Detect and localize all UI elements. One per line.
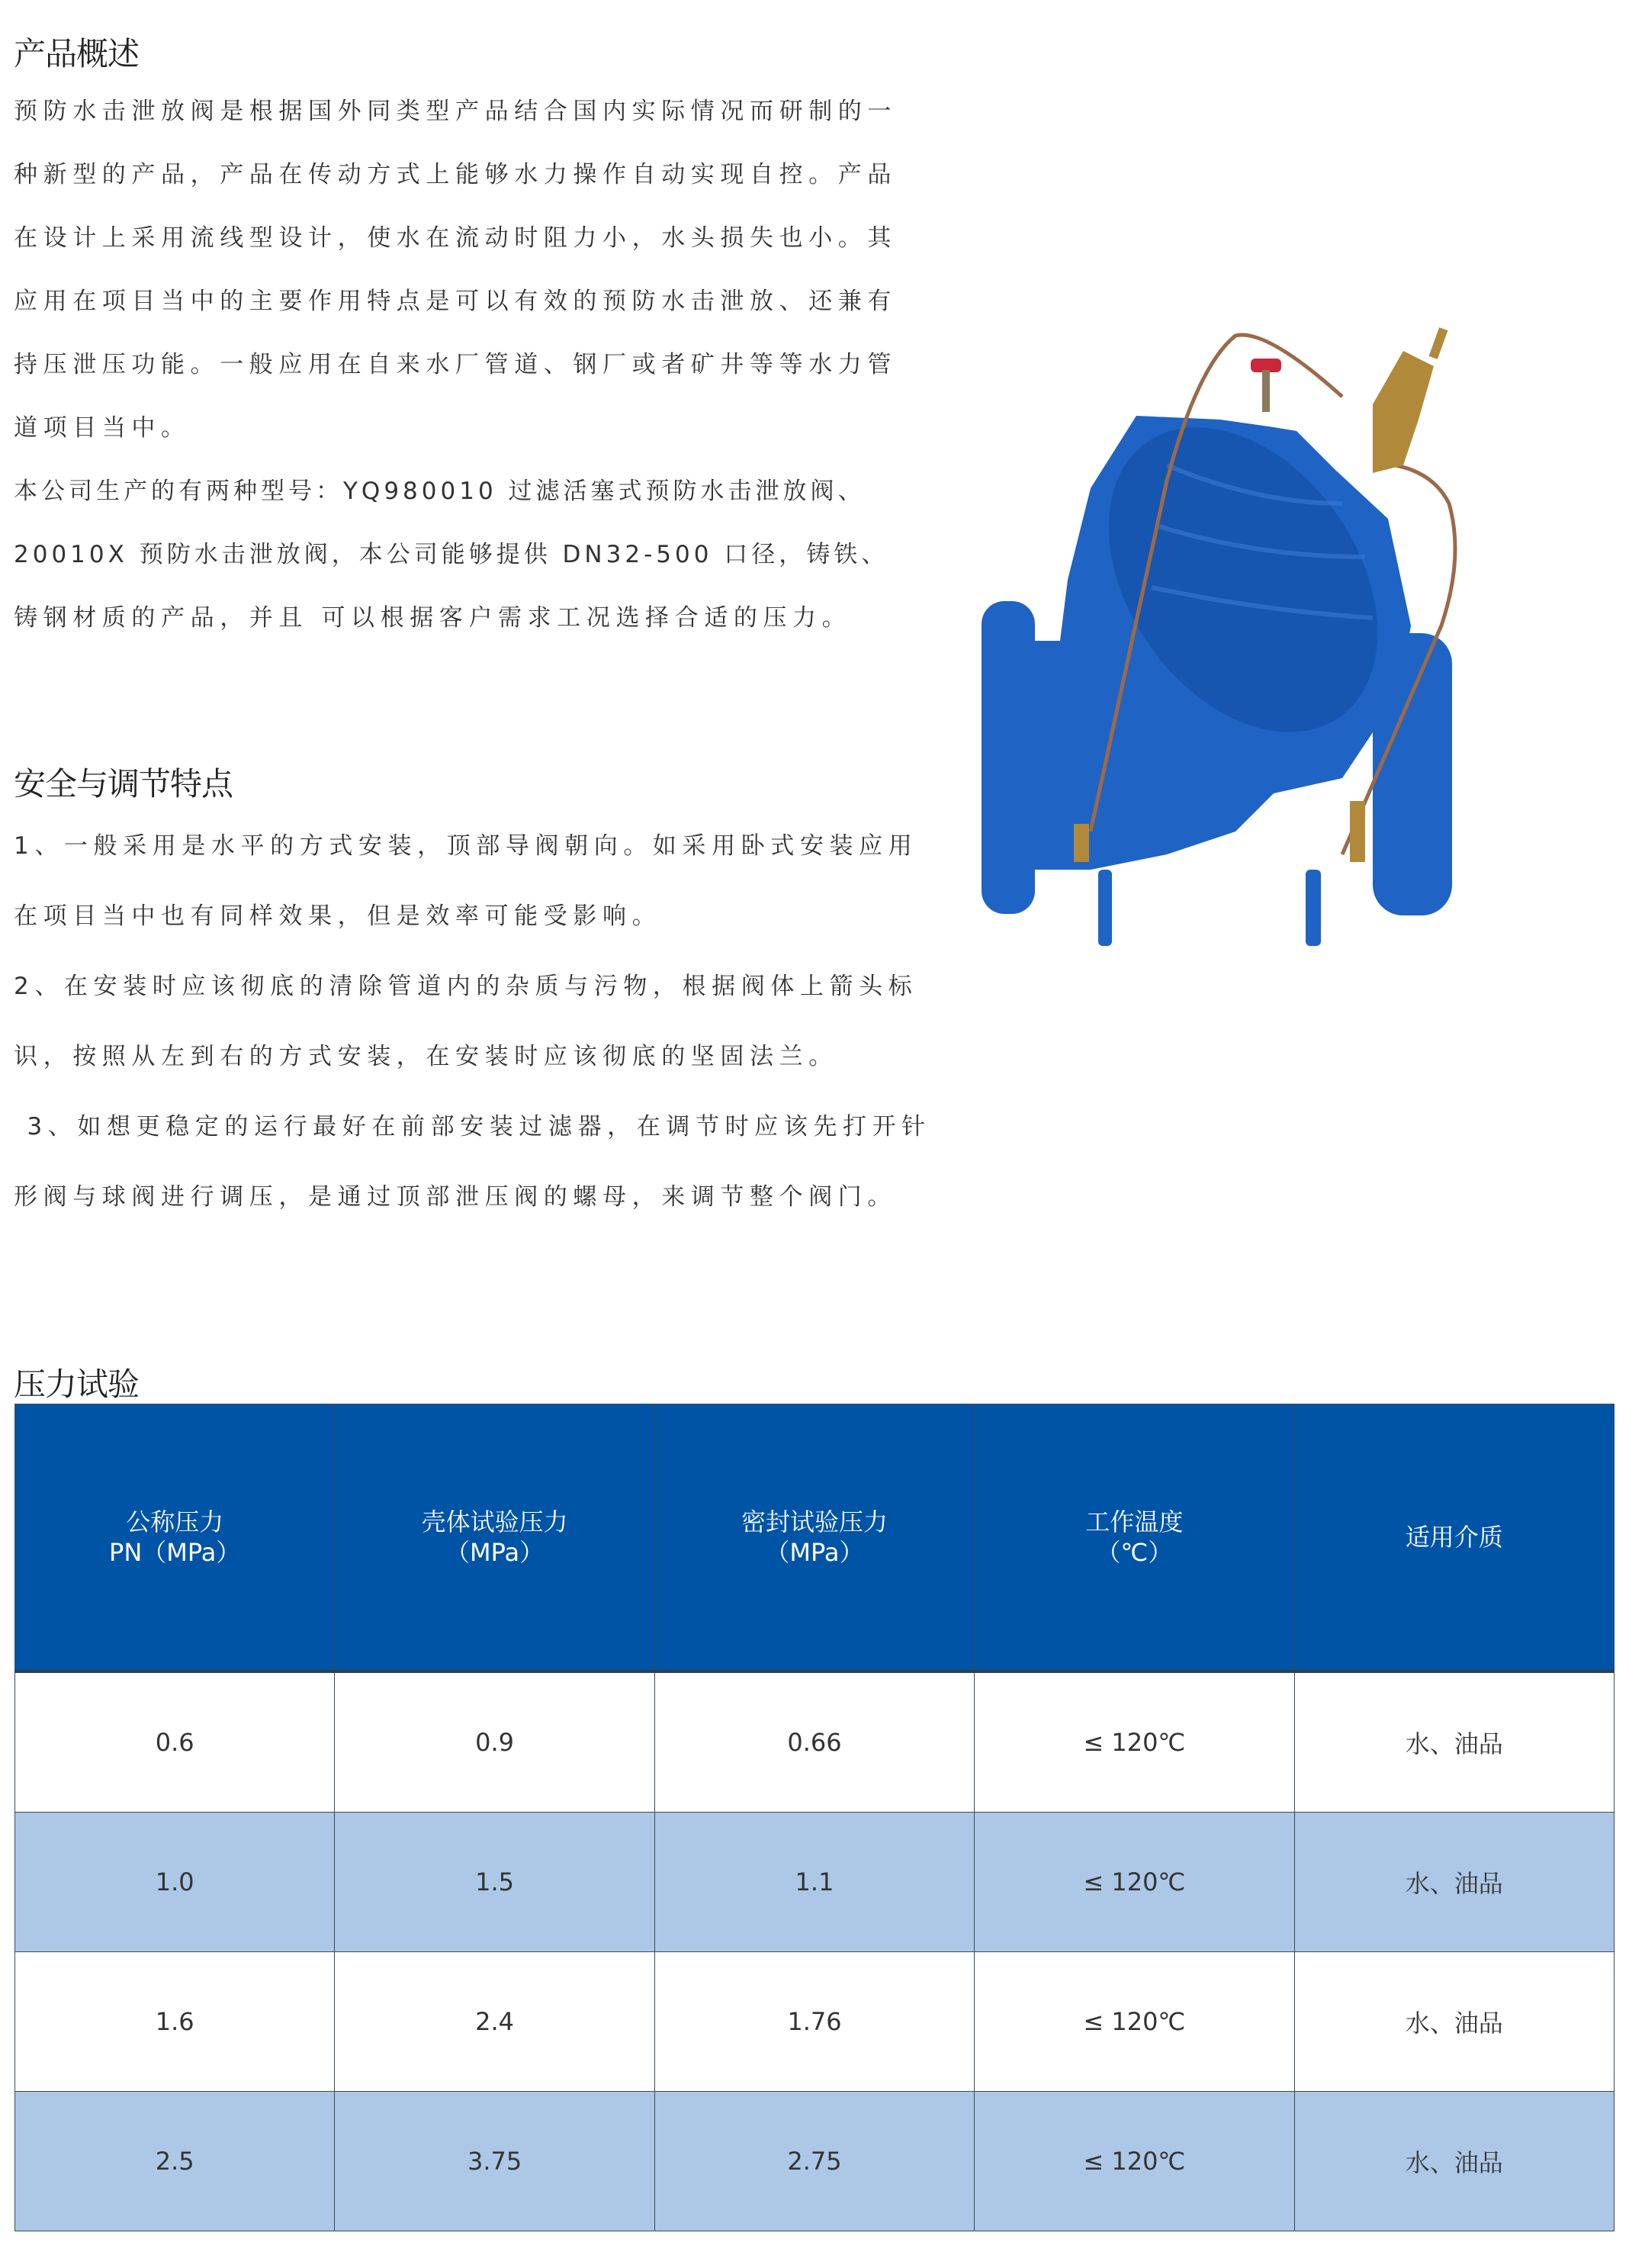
table-cell: 水、油品 (1294, 2092, 1614, 2231)
table-cell: ≤ 120℃ (975, 1952, 1294, 2092)
text-line: 20010X 预防水击泄放阀，本公司能够提供 DN32-500 口径，铸铁、 (14, 541, 889, 568)
table-row (15, 1671, 1615, 1813)
table-cell: 1.5 (335, 1813, 654, 1952)
header-label: 壳体试验压力 (421, 1507, 568, 1536)
header-unit: （℃） (1096, 1538, 1173, 1567)
text-line: 铸钢材质的产品，并且 可以根据客户需求工况选择合适的压力。 (14, 604, 852, 632)
table-cell: ≤ 120℃ (975, 2092, 1294, 2231)
table-cell: 3.75 (335, 2092, 654, 2231)
text-line: 预防水击泄放阀是根据国外同类型产品结合国内实际情况而研制的一 (14, 98, 897, 125)
header-unit: PN（MPa） (109, 1538, 241, 1567)
text-line: 在设计上采用流线型设计，使水在流动时阻力小，水头损失也小。其 (14, 224, 897, 252)
header-medium (1294, 1404, 1614, 1672)
table-cell: 水、油品 (1294, 1671, 1614, 1813)
table-cell: 1.76 (654, 1952, 974, 2092)
pressure-test-table (14, 1404, 1615, 2231)
table-row (15, 1952, 1615, 2092)
table-cell: 1.6 (15, 1952, 335, 2092)
header-unit: （MPa） (765, 1538, 864, 1567)
text-line: 应用在项目当中的主要作用特点是可以有效的预防水击泄放、还兼有 (14, 288, 897, 315)
text-line: 识，按照从左到右的方式安装，在安装时应该彻底的坚固法兰。 (14, 1043, 838, 1070)
table-cell: 1.0 (15, 1813, 335, 1952)
header-unit: （MPa） (445, 1538, 545, 1567)
header-working-temperature (975, 1404, 1294, 1672)
text-line: 形阀与球阀进行调压，是通过顶部泄压阀的螺母，来调节整个阀门。 (14, 1183, 897, 1211)
table-cell: 0.6 (15, 1671, 335, 1813)
text-line: 1、一般采用是水平的方式安装，顶部导阀朝向。如采用卧式安装应用 (14, 832, 918, 860)
header-seal-test-pressure (654, 1404, 974, 1672)
text-line: 2、在安装时应该彻底的清除管道内的杂质与污物，根据阀体上箭头标 (14, 973, 918, 1000)
table-cell: 0.9 (335, 1671, 654, 1813)
table-cell: 水、油品 (1294, 1813, 1614, 1952)
text-line: 在项目当中也有同样效果，但是效率可能受影响。 (14, 902, 662, 930)
table-cell: 2.4 (335, 1952, 654, 2092)
pressure-test-title: 压力试验 (14, 1366, 140, 1403)
table-cell: 水、油品 (1294, 1952, 1614, 2092)
header-label: 公称压力 (126, 1507, 224, 1536)
text-line: 本公司生产的有两种型号：YQ980010 过滤活塞式预防水击泄放阀、 (14, 478, 866, 505)
table-row (15, 1813, 1615, 1952)
table-cell: ≤ 120℃ (975, 1813, 1294, 1952)
header-label: 密封试验压力 (741, 1507, 888, 1536)
header-label: 工作温度 (1085, 1507, 1184, 1536)
text-line: 持压泄压功能。一般应用在自来水厂管道、钢厂或者矿井等等水力管 (14, 351, 897, 378)
table-cell: 0.66 (654, 1671, 974, 1813)
header-label: 适用介质 (1405, 1523, 1503, 1552)
table-cell: 1.1 (654, 1813, 974, 1952)
features-title: 安全与调节特点 (14, 765, 233, 803)
valve-product-image (915, 305, 1563, 954)
table-header-row (15, 1404, 1615, 1672)
table-cell: ≤ 120℃ (975, 1671, 1294, 1813)
overview-title: 产品概述 (14, 35, 140, 72)
text-line: 3、如想更稳定的运行最好在前部安装过滤器，在调节时应该先打开针 (14, 1113, 931, 1140)
header-nominal-pressure (15, 1404, 335, 1672)
table-cell: 2.5 (15, 2092, 335, 2231)
text-line: 种新型的产品，产品在传动方式上能够水力操作自动实现自控。产品 (14, 161, 897, 188)
header-shell-test-pressure (335, 1404, 654, 1672)
text-line: 道项目当中。 (14, 414, 191, 442)
table-cell: 2.75 (654, 2092, 974, 2231)
table-row (15, 2092, 1615, 2231)
